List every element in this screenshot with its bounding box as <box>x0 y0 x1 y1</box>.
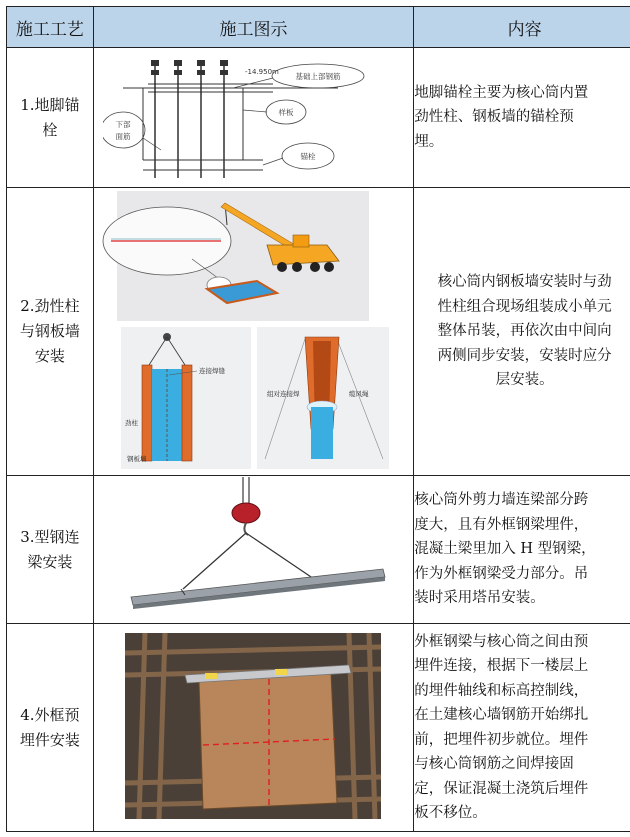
content-text: 层安装。 <box>495 372 554 389</box>
header-row <box>7 7 630 48</box>
elevation-label: -14.950m <box>245 67 280 76</box>
content-text: 作为外框钢梁受力部分。吊 <box>414 565 589 582</box>
stay-cable-label: 缆风绳 <box>349 389 369 398</box>
content-text: 劲性柱、钢板墙的锚栓预 <box>414 109 574 126</box>
stage-text: 2.劲性柱 <box>20 297 80 315</box>
steel-beam-lift-illustration <box>103 477 403 619</box>
content-text: 混凝土梁里加入 H 型钢梁， <box>414 541 596 558</box>
column-wall-install-cell <box>93 188 414 476</box>
content-text: 前，把埋件初步就位。埋件 <box>414 731 589 748</box>
content-text: 定，保证混凝土浇筑后埋件 <box>414 780 589 797</box>
stage-text: 梁安装 <box>27 552 73 571</box>
header-content: 内容 <box>414 7 630 48</box>
content-text: 的埋件轴线和标高控制线， <box>414 682 589 699</box>
steel-beam-lift-cell <box>93 476 414 624</box>
column-label: 劲柱 <box>125 418 139 427</box>
anchor-bolt-diagram <box>103 50 403 182</box>
stage-text: 1.地脚锚 <box>20 95 80 114</box>
content-text: 度大，且有外框钢梁埋件， <box>414 516 589 533</box>
table-row <box>7 48 630 188</box>
content-text: 埋。 <box>414 133 444 150</box>
stage-cell <box>7 188 94 476</box>
content-text: 核心筒内钢板墙安装时与劲 <box>437 274 612 291</box>
content-text: 板不移位。 <box>414 805 487 821</box>
content-text: 性柱组合现场组装成小单元 <box>437 298 612 315</box>
assembly-weld-label: 组对连接焊 <box>267 389 300 398</box>
content-text: 装时采用塔吊安装。 <box>414 590 545 607</box>
stage-cell <box>7 48 94 188</box>
table-row <box>7 188 630 476</box>
content-text: 核心筒外剪力墙连梁部分跨 <box>414 492 589 509</box>
embedded-plate-photo <box>125 633 381 819</box>
template-label: 样板 <box>278 107 294 117</box>
bottom-rebar-label: 面筋 <box>115 131 131 141</box>
anchor-label: 锚栓 <box>300 151 316 161</box>
content-text: 两侧同步安装，安装时应分 <box>437 347 612 364</box>
stage-text: 3.型钢连 <box>20 527 80 546</box>
stage-text: 埋件安装 <box>19 730 80 749</box>
content-cell <box>414 624 630 832</box>
content-text: 地脚锚栓主要为核心筒内置 <box>414 84 589 101</box>
embedded-plate-photo-cell <box>93 624 414 832</box>
bottom-rebar-label: 下部 <box>115 119 131 129</box>
stage-text: 与钢板墙 <box>19 322 80 340</box>
header-process: 施工工艺 <box>7 7 94 48</box>
content-cell <box>414 476 630 624</box>
stage-cell <box>7 624 94 832</box>
stage-text: 安装 <box>34 347 65 365</box>
header-illustration: 施工图示 <box>93 7 414 48</box>
plate-wall-label: 钢板墙 <box>127 454 147 463</box>
table-row <box>7 624 630 832</box>
top-rebar-label: 基础上部钢筋 <box>295 71 341 81</box>
anchor-bolt-diagram-cell <box>93 48 414 188</box>
construction-process-table <box>6 6 630 832</box>
content-cell <box>414 48 630 188</box>
content-text: 埋件连接，根据下一楼层上 <box>414 658 589 674</box>
content-text: 在土建核心墙钢筋开始绑扎 <box>414 707 589 723</box>
stage-text: 栓 <box>42 120 58 139</box>
stage-text: 4.外框预 <box>20 705 80 724</box>
column-wall-install-illustration <box>97 189 409 471</box>
stage-cell <box>7 476 94 624</box>
table-row <box>7 476 630 624</box>
content-text: 整体吊装，再依次由中间向 <box>437 323 612 340</box>
weld-label: 连接焊缝 <box>199 366 226 375</box>
content-cell <box>414 188 630 476</box>
content-text: 与核心筒钢筋之间焊接固 <box>414 756 574 772</box>
content-text: 外框钢梁与核心筒之间由预 <box>414 633 589 650</box>
